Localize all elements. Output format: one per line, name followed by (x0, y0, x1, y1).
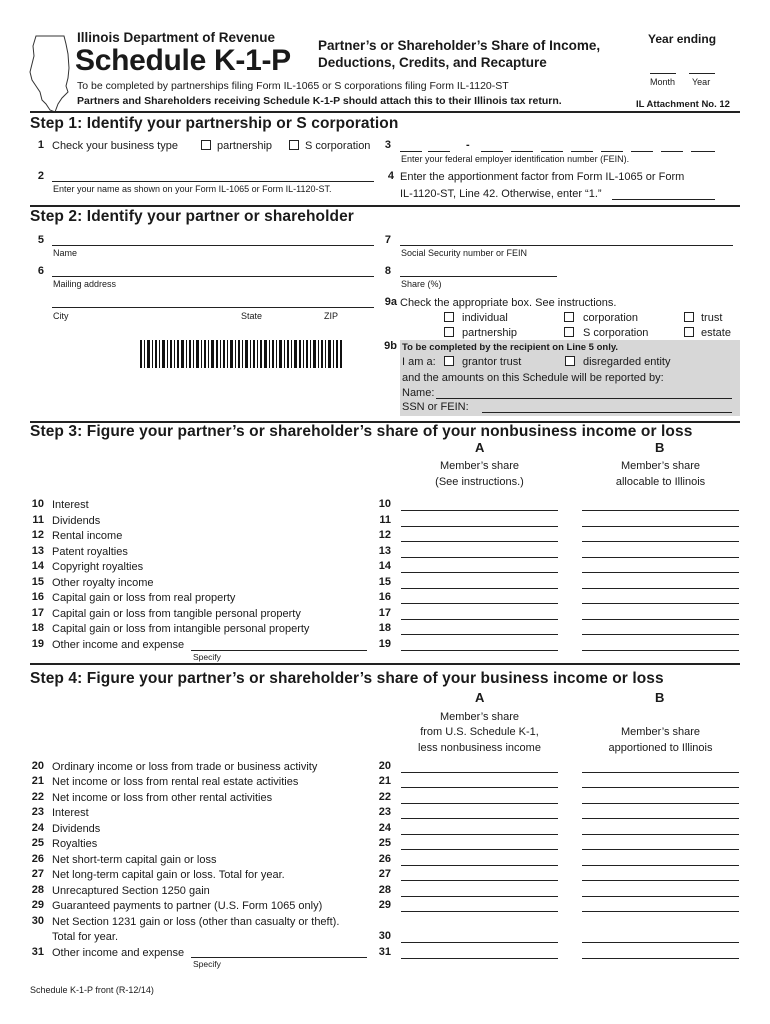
line18-column-b-field[interactable] (582, 634, 739, 635)
line14-label: Copyright royalties (52, 561, 144, 573)
line4-text-2: IL-1120-ST, Line 42. Otherwise, enter “1.” (400, 188, 602, 200)
line11-number: 11 (32, 514, 44, 526)
step3-specify-field[interactable] (191, 650, 367, 651)
line30-column-a-field[interactable] (401, 942, 558, 943)
line12-column-b-field[interactable] (582, 541, 739, 542)
line17-number: 17 (31, 607, 44, 619)
line13-number: 13 (31, 545, 44, 557)
line12-column-a-field[interactable] (401, 541, 558, 542)
line21-column-a-field[interactable] (401, 787, 558, 788)
line28-column-a-field[interactable] (401, 896, 558, 897)
line14-column-a-field[interactable] (401, 572, 558, 573)
department-name: Illinois Department of Revenue (77, 30, 276, 45)
line16-column-a-field[interactable] (401, 603, 558, 604)
line4-text-1: Enter the apportionment factor from Form IL-1065 or Form (400, 171, 685, 183)
line3-number: 3 (384, 139, 391, 151)
line31-column-number: 31 (378, 946, 391, 958)
mailing-address-field[interactable] (52, 276, 374, 277)
step2-title: Step 2: Identify your partner or shareholder (30, 208, 354, 225)
step4-col-a-caption-2: from U.S. Schedule K-1, (420, 726, 539, 738)
estate-label: estate (701, 327, 731, 339)
line23-label: Interest (52, 807, 89, 819)
step3-specify-caption: Specify (193, 652, 221, 662)
line9a-label: Check the appropriate box. See instructions. (400, 297, 617, 309)
line2-number: 2 (37, 170, 44, 182)
line27-label: Net long-term capital gain or loss. Total for year. (52, 869, 285, 881)
line21-number: 21 (31, 775, 44, 787)
line23-column-b-field[interactable] (582, 818, 739, 819)
line28-number: 28 (31, 884, 44, 896)
step1-title: Step 1: Identify your partnership or S corporation (30, 115, 399, 132)
line19-column-number: 19 (378, 638, 391, 650)
line26-number: 26 (31, 853, 44, 865)
line27-column-b-field[interactable] (582, 880, 739, 881)
partnership-type-checkbox[interactable] (444, 327, 454, 337)
step3-divider (30, 663, 740, 665)
step3-col-b-caption-1: Member’s share (620, 460, 701, 472)
line31-column-b-field[interactable] (582, 958, 739, 959)
line31-number: 31 (31, 946, 44, 958)
form-subtitle-line2: Deductions, Credits, and Recapture (318, 55, 547, 70)
line9b-name-label: Name: (402, 387, 435, 399)
step4-column-b-header: B (655, 690, 665, 705)
step3-col-a-caption-1: Member’s share (439, 460, 520, 472)
line16-column-b-field[interactable] (582, 603, 739, 604)
line23-column-a-field[interactable] (401, 818, 558, 819)
line18-number: 18 (31, 622, 44, 634)
line12-label: Rental income (52, 530, 123, 542)
line31-label: Other income and expense (52, 947, 185, 959)
month-label: Month (650, 77, 676, 87)
line29-column-a-field[interactable] (401, 911, 558, 912)
zip-caption: ZIP (324, 311, 339, 321)
step4-specify-field[interactable] (191, 957, 367, 958)
line30-text-2: Total for year. (52, 931, 119, 943)
line10-column-b-field[interactable] (582, 510, 739, 511)
grantor-trust-checkbox[interactable] (444, 356, 454, 366)
line15-number: 15 (31, 576, 44, 588)
header-divider (30, 111, 740, 113)
city-caption: City (53, 311, 69, 321)
step4-specify-caption: Specify (193, 959, 221, 969)
s-corporation-checkbox[interactable] (289, 140, 299, 150)
line19-label: Other income and expense (52, 639, 185, 651)
step4-col-b-caption-2: apportioned to Illinois (608, 742, 713, 754)
corporation-checkbox[interactable] (564, 312, 574, 322)
line8-number: 8 (384, 265, 391, 277)
step4-col-a-caption-3: less nonbusiness income (418, 742, 541, 754)
form-title: Schedule K-1-P (75, 44, 291, 77)
line15-column-number: 15 (378, 576, 391, 588)
line20-column-a-field[interactable] (401, 772, 558, 773)
line25-column-number: 25 (378, 837, 391, 849)
line14-column-b-field[interactable] (582, 572, 739, 573)
disregarded-entity-label: disregarded entity (583, 356, 671, 368)
line1-label: Check your business type (52, 140, 178, 152)
line11-column-a-field[interactable] (401, 526, 558, 527)
city-state-zip-field[interactable] (52, 307, 374, 308)
line17-column-number: 17 (378, 607, 391, 619)
line13-column-number: 13 (378, 545, 391, 557)
form-footer: Schedule K-1-P front (R-12/14) (30, 985, 154, 995)
illinois-state-outline-icon (28, 34, 72, 114)
line20-column-number: 20 (378, 760, 391, 772)
line1-number: 1 (37, 139, 44, 151)
step4-title: Step 4: Figure your partner’s or shareholder’s share of your business income or loss (30, 670, 664, 687)
attachment-number: IL Attachment No. 12 (636, 99, 730, 110)
partnership-checkbox[interactable] (201, 140, 211, 150)
step4-column-a-header: A (475, 690, 485, 705)
line11-column-b-field[interactable] (582, 526, 739, 527)
step3-column-a-header: A (475, 440, 485, 455)
line9b-reported-by-text: and the amounts on this Schedule will be reported by: (402, 372, 664, 384)
line10-label: Interest (52, 499, 89, 511)
line4-number: 4 (387, 170, 394, 182)
line16-number: 16 (31, 591, 44, 603)
s-corporation-option-label: S corporation (305, 140, 371, 152)
line21-label: Net income or loss from rental real estate activities (52, 776, 299, 788)
ssn-fein-caption: Social Security number or FEIN (401, 248, 528, 258)
line13-label: Patent royalties (52, 546, 128, 558)
line23-number: 23 (31, 806, 44, 818)
line29-column-number: 29 (378, 899, 391, 911)
line11-column-number: 11 (379, 514, 391, 526)
disregarded-entity-checkbox[interactable] (565, 356, 575, 366)
s-corp-type-checkbox[interactable] (564, 327, 574, 337)
line9b-ssn-label: SSN or FEIN: (402, 401, 469, 413)
grantor-trust-label: grantor trust (462, 356, 522, 368)
line17-column-a-field[interactable] (401, 619, 558, 620)
line29-column-b-field[interactable] (582, 911, 739, 912)
individual-checkbox[interactable] (444, 312, 454, 322)
estate-checkbox[interactable] (684, 327, 694, 337)
line29-label: Guaranteed payments to partner (U.S. Form 1065 only) (52, 900, 323, 912)
line24-number: 24 (31, 822, 44, 834)
line18-label: Capital gain or loss from intangible personal property (52, 623, 310, 635)
line18-column-number: 18 (378, 622, 391, 634)
step3-col-a-caption-2: (See instructions.) (435, 476, 524, 488)
line7-number: 7 (384, 234, 391, 246)
trust-checkbox[interactable] (684, 312, 694, 322)
business-name-caption: Enter your name as shown on your Form IL-1065 or Form IL-1120-ST. (53, 184, 332, 194)
line12-number: 12 (31, 529, 44, 541)
line24-column-b-field[interactable] (582, 834, 739, 835)
line24-label: Dividends (52, 823, 101, 835)
line13-column-a-field[interactable] (401, 557, 558, 558)
step3-title: Step 3: Figure your partner’s or shareholder’s share of your nonbusiness income or loss (30, 423, 693, 440)
line13-column-b-field[interactable] (582, 557, 739, 558)
line23-column-number: 23 (378, 806, 391, 818)
line24-column-a-field[interactable] (401, 834, 558, 835)
line9b-ssn-field[interactable] (482, 412, 732, 413)
year-ending-label: Year ending (648, 32, 717, 46)
instruction-line2: Partners and Shareholders receiving Schedule K-1-P should attach this to their Illinois tax return. (77, 95, 562, 107)
apportionment-factor-field[interactable] (612, 199, 715, 200)
line27-column-number: 27 (378, 868, 391, 880)
line20-label: Ordinary income or loss from trade or business activity (52, 761, 318, 773)
line16-label: Capital gain or loss from real property (52, 592, 236, 604)
line20-column-b-field[interactable] (582, 772, 739, 773)
partner-name-caption: Name (53, 248, 78, 258)
line12-column-number: 12 (378, 529, 391, 541)
mailing-address-caption: Mailing address (53, 279, 117, 289)
line28-column-number: 28 (378, 884, 391, 896)
partner-name-field[interactable] (52, 245, 374, 246)
month-field[interactable] (650, 73, 676, 74)
corporation-label: corporation (583, 312, 639, 324)
fein-caption: Enter your federal employer identification number (FEIN). (401, 154, 630, 164)
line22-column-a-field[interactable] (401, 803, 558, 804)
line25-column-a-field[interactable] (401, 849, 558, 850)
individual-label: individual (462, 312, 508, 324)
year-label: Year (692, 77, 711, 87)
line5-number: 5 (37, 234, 44, 246)
line16-column-number: 16 (378, 591, 391, 603)
line21-column-b-field[interactable] (582, 787, 739, 788)
s-corp-type-label: S corporation (583, 327, 649, 339)
line19-number: 19 (31, 638, 44, 650)
trust-label: trust (701, 312, 723, 324)
line25-number: 25 (31, 837, 44, 849)
form-subtitle-line1: Partner’s or Shareholder’s Share of Income, (318, 38, 601, 53)
line18-column-a-field[interactable] (401, 634, 558, 635)
line15-column-a-field[interactable] (401, 588, 558, 589)
line22-column-number: 22 (378, 791, 391, 803)
year-field[interactable] (689, 73, 715, 74)
line10-column-a-field[interactable] (401, 510, 558, 511)
line25-label: Royalties (52, 838, 98, 850)
line17-label: Capital gain or loss from tangible personal property (52, 608, 301, 620)
line30-number: 30 (31, 915, 44, 927)
line31-column-a-field[interactable] (401, 958, 558, 959)
line9b-number: 9b (384, 340, 397, 352)
line26-label: Net short-term capital gain or loss (52, 854, 217, 866)
line27-number: 27 (31, 868, 44, 880)
line15-label: Other royalty income (52, 577, 154, 589)
partnership-type-label: partnership (462, 327, 518, 339)
line9b-iam-label: I am a: (402, 356, 436, 368)
step3-col-b-caption-2: allocable to Illinois (615, 476, 706, 488)
instruction-line1: To be completed by partnerships filing Form IL-1065 or S corporations filing Form IL-1120-ST (77, 80, 509, 92)
line25-column-b-field[interactable] (582, 849, 739, 850)
step4-col-a-caption-1: Member’s share (439, 711, 520, 723)
line19-column-b-field[interactable] (582, 650, 739, 651)
line11-label: Dividends (52, 515, 101, 527)
line30-label: Net Section 1231 gain or loss (other than casualty or theft). (52, 916, 340, 928)
line30-column-number: 30 (378, 930, 391, 942)
line29-number: 29 (31, 899, 44, 911)
step3-column-b-header: B (655, 440, 665, 455)
line10-column-number: 10 (378, 498, 391, 510)
line9b-header: To be completed by the recipient on Line 5 only. (402, 342, 619, 353)
share-percent-caption: Share (%) (401, 279, 442, 289)
share-percent-field[interactable] (400, 276, 557, 277)
line14-number: 14 (31, 560, 44, 572)
ssn-fein-field[interactable] (400, 245, 733, 246)
line21-column-number: 21 (378, 775, 391, 787)
state-caption: State (241, 311, 263, 321)
fein-dash: - (466, 139, 470, 151)
business-name-field[interactable] (52, 181, 374, 182)
line22-number: 22 (31, 791, 44, 803)
line20-number: 20 (31, 760, 44, 772)
line22-column-b-field[interactable] (582, 803, 739, 804)
line28-column-b-field[interactable] (582, 896, 739, 897)
line19-column-a-field[interactable] (401, 650, 558, 651)
line28-label: Unrecaptured Section 1250 gain (52, 885, 210, 897)
barcode (138, 340, 344, 368)
line26-column-a-field[interactable] (401, 865, 558, 866)
line15-column-b-field[interactable] (582, 588, 739, 589)
line30-column-b-field[interactable] (582, 942, 739, 943)
line10-number: 10 (31, 498, 44, 510)
line22-label: Net income or loss from other rental activities (52, 792, 273, 804)
line24-column-number: 24 (378, 822, 391, 834)
partnership-option-label: partnership (217, 140, 273, 152)
line26-column-b-field[interactable] (582, 865, 739, 866)
line17-column-b-field[interactable] (582, 619, 739, 620)
line14-column-number: 14 (378, 560, 391, 572)
step1-divider (30, 205, 740, 207)
line9a-number: 9a (384, 296, 397, 308)
line9b-name-field[interactable] (436, 398, 732, 399)
line27-column-a-field[interactable] (401, 880, 558, 881)
line6-number: 6 (37, 265, 44, 277)
step4-col-b-caption-1: Member’s share (620, 726, 701, 738)
line26-column-number: 26 (378, 853, 391, 865)
